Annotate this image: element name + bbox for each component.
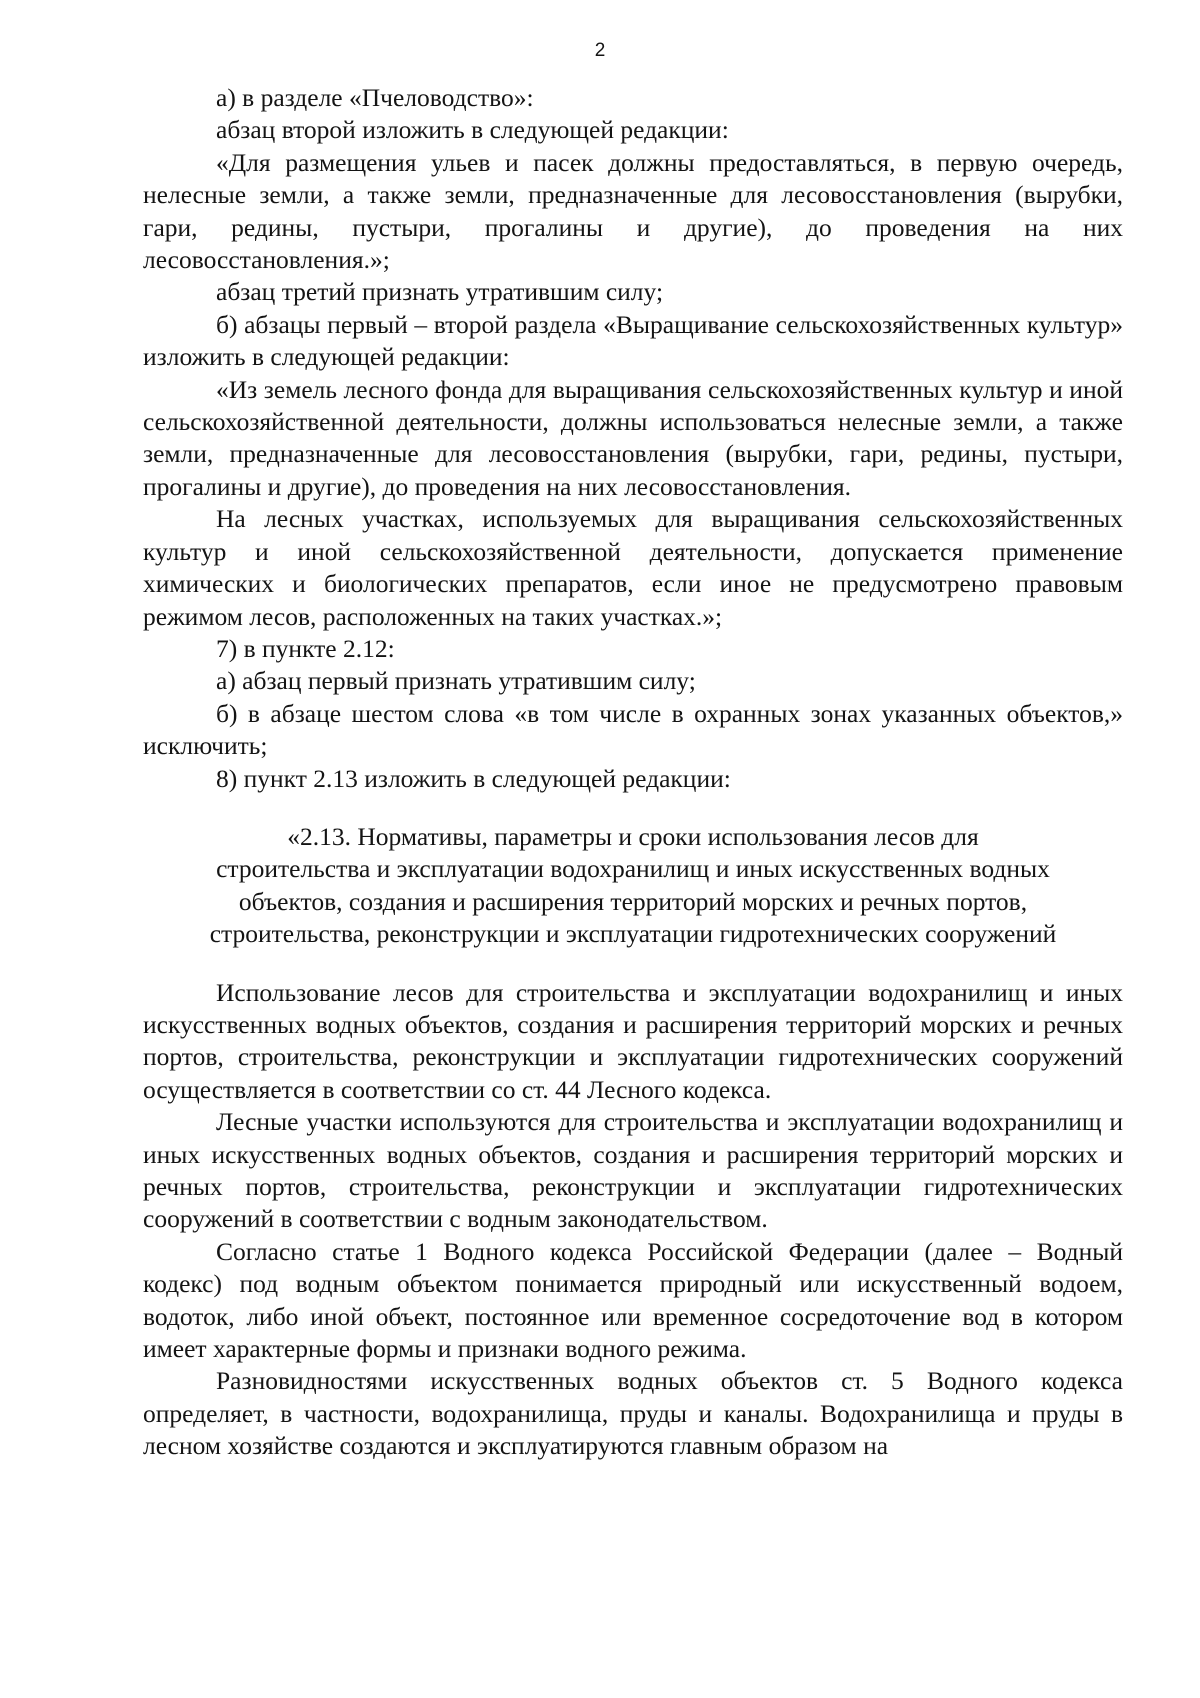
paragraph: На лесных участках, используемых для выращивания сельскохозяйственных культур и иной сельскохозяйственной деятельности, допускается применение химических и биологических препаратов, если иное не предусмотрено правовым режимом лесов, расположенных на таких участках.»;	[143, 504, 1123, 631]
paragraph: 8) пункт 2.13 изложить в следующей редакции:	[216, 763, 731, 793]
paragraph: абзац третий признать утратившим силу;	[216, 277, 664, 307]
paragraph: а) абзац первый признать утратившим силу;	[216, 666, 696, 696]
paragraph: б) в абзаце шестом слова «в том числе в охранных зонах указанных объектов,» исключить;	[143, 698, 1123, 761]
paragraph: «Из земель лесного фонда для выращивания сельскохозяйственных культур и иной сельскохозяйственной деятельности, должны использоваться нелесные земли, а также земли, предназначенные для лесовосстановления (вырубки, гари, редины, пустыри, прогалины и другие), до проведения на них лесовосстановления.	[143, 374, 1123, 501]
paragraph: Лесные участки используются для строительства и эксплуатации водохранилищ и иных искусственных водных объектов, создания и расширения территорий морских и речных портов, строительства, реконструкции и эксплуатации гидротехнических сооружений в соответствии с водным законодательством.	[143, 1107, 1123, 1234]
paragraph: Согласно статье 1 Водного кодекса Российской Федерации (далее – Водный кодекс) под водным объектом понимается природный или искусственный водоем, водоток, либо иной объект, постоянное или временное сосредоточение вод в котором имеет характерные формы и признаки водного режима.	[143, 1236, 1123, 1364]
paragraph: а) в разделе «Пчеловодство»:	[216, 83, 534, 112]
paragraph: 7) в пункте 2.12:	[216, 633, 395, 663]
paragraph: Разновидностями искусственных водных объектов ст. 5 Водного кодекса определяет, в частности, водохранилища, пруды и каналы. Водохранилища и пруды в лесном хозяйстве создаются и эксплуатируются главным образом на	[143, 1366, 1123, 1461]
page-number: 2	[594, 40, 606, 61]
paragraph: абзац второй изложить в следующей редакции:	[216, 115, 729, 145]
paragraph: б) абзацы первый – второй раздела «Выращивание сельскохозяйственных культур» изложить в следующей редакции:	[143, 309, 1123, 372]
document-body	[143, 82, 1123, 1463]
paragraph: Использование лесов для строительства и эксплуатации водохранилищ и иных искусственных водных объектов, создания и расширения территорий морских и речных портов, строительства, реконструкции и эксплуатации гидротехнических сооружений осуществляется в соответствии со ст. 44 Лесного кодекса.	[143, 977, 1123, 1104]
section-heading: «2.13. Нормативы, параметры и сроки использования лесов для строительства и эксплуатации водохранилищ и иных искусственных водных объектов, создания и расширения территорий морских и речных портов, строительства, реконструкции и эксплуатации гидротехнических сооружений	[209, 821, 1057, 949]
paragraph: «Для размещения ульев и пасек должны предоставляться, в первую очередь, нелесные земли, а также земли, предназначенные для лесовосстановления (вырубки, гари, редины, пустыри, прогалины и другие), до проведения на них лесовосстановления.»;	[143, 147, 1123, 275]
